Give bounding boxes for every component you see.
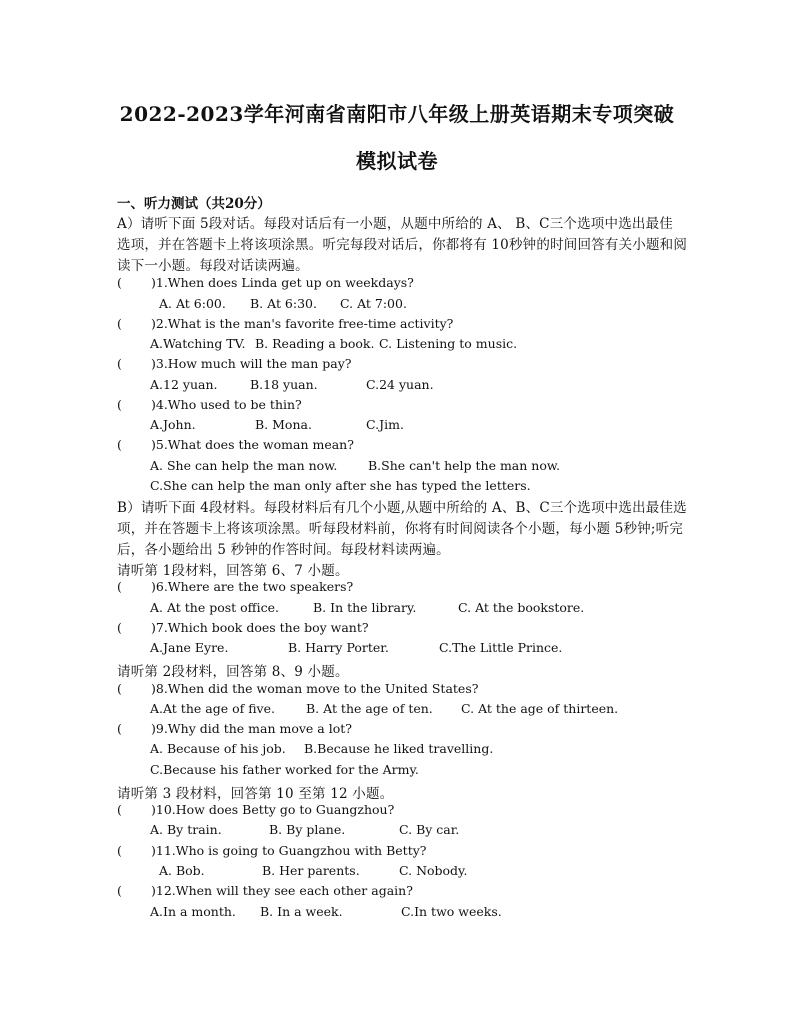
question-row: [117, 579, 353, 594]
option-b: B. Harry Porter.: [288, 640, 389, 655]
option-b: B.18 yuan.: [250, 377, 318, 392]
option-a: A.Watching TV.: [150, 336, 246, 351]
option-b: B. At 6:30.: [250, 296, 317, 311]
option-b: B. In a week.: [260, 904, 343, 919]
option-c: C. At the age of thirteen.: [461, 701, 619, 716]
option-c: C.Jim.: [366, 417, 404, 432]
option-b: B.Because he liked travelling.: [304, 741, 494, 756]
answer-blank[interactable]: (: [117, 843, 122, 858]
option-a: A. Bob.: [159, 863, 205, 878]
question-text: )5.What does the woman mean?: [151, 437, 354, 452]
group-label: 请听第 1段材料，回答第 6、7 小题。: [117, 563, 349, 579]
question-text: )9.Why did the man move a lot?: [151, 721, 352, 736]
answer-blank[interactable]: (: [117, 397, 122, 412]
question-text: )3.How much will the man pay?: [151, 356, 352, 371]
question-row: [117, 397, 302, 412]
question-row: [117, 275, 414, 290]
part-b-intro-line: 后，各小题给出 5 秒钟的作答时间。每段材料读两遍。: [117, 542, 450, 558]
group-label: 请听第 2段材料，回答第 8、9 小题。: [117, 664, 349, 680]
option-c: C.She can help the man only after she has typed the letters.: [150, 478, 531, 493]
option-a: A.12 yuan.: [150, 377, 218, 392]
option-b: B. In the library.: [313, 600, 417, 615]
part-a-intro-line: 读下一小题。每段对话读两遍。: [117, 258, 309, 274]
question-row: [117, 316, 453, 331]
answer-blank[interactable]: (: [117, 275, 122, 290]
option-a: A. Because of his job.: [150, 741, 286, 756]
option-a: A.John.: [150, 417, 196, 432]
part-b-intro-line: B）请听下面 4段材料。每段材料后有几个小题,从题中所给的 A、B、C三个选项中选出最佳选: [117, 500, 687, 516]
option-a: A.In a month.: [150, 904, 236, 919]
part-a-intro-line: A）请听下面 5段对话。每段对话后有一小题，从题中所给的 A、 B、C三个选项中选出最佳: [117, 216, 674, 232]
option-c: C. By car.: [399, 822, 460, 837]
option-c: C. At 7:00.: [340, 296, 407, 311]
question-row: [117, 802, 394, 817]
option-a: A. She can help the man now.: [150, 458, 338, 473]
option-c: C.Because his father worked for the Army.: [150, 762, 419, 777]
option-c: C.The Little Prince.: [439, 640, 563, 655]
option-c: C. Listening to music.: [379, 336, 518, 351]
question-text: )2.What is the man's favorite free-time activity?: [151, 316, 454, 331]
answer-blank[interactable]: (: [117, 802, 122, 817]
group-label: 请听第 3 段材料，回答第 10 至第 12 小题。: [117, 786, 394, 802]
question-text: )4.Who used to be thin?: [151, 397, 302, 412]
option-b: B. Mona.: [255, 417, 312, 432]
exam-title-line2: 模拟试卷: [356, 149, 438, 173]
option-b: B. By plane.: [269, 822, 346, 837]
question-text: )11.Who is going to Guangzhou with Betty?: [151, 843, 427, 858]
question-row: [117, 843, 426, 858]
option-a: A. By train.: [150, 822, 222, 837]
option-a: A.Jane Eyre.: [150, 640, 229, 655]
question-row: [117, 356, 352, 371]
question-row: [117, 883, 413, 898]
option-a: A. At the post office.: [150, 600, 279, 615]
answer-blank[interactable]: (: [117, 316, 122, 331]
exam-title-line1: 2022-2023学年河南省南阳市八年级上册英语期末专项突破: [119, 102, 675, 126]
question-row: [117, 721, 352, 736]
question-text: )10.How does Betty go to Guangzhou?: [151, 802, 395, 817]
option-c: C. At the bookstore.: [458, 600, 585, 615]
question-row: [117, 681, 478, 696]
question-text: )12.When will they see each other again?: [151, 883, 413, 898]
question-text: )8.When did the woman move to the United States?: [151, 681, 479, 696]
option-c: C. Nobody.: [399, 863, 468, 878]
section-heading: 一、听力测试（共20分）: [117, 196, 271, 212]
option-b: B. Reading a book.: [255, 336, 375, 351]
answer-blank[interactable]: (: [117, 620, 122, 635]
option-a: A.At the age of five.: [150, 701, 275, 716]
option-a: A. At 6:00.: [159, 296, 226, 311]
part-a-intro-line: 选项，并在答题卡上将该项涂黑。听完每段对话后，你都将有 10秒钟的时间回答有关小题和阅: [117, 237, 688, 253]
answer-blank[interactable]: (: [117, 721, 122, 736]
option-c: C.24 yuan.: [366, 377, 434, 392]
question-text: )7.Which book does the boy want?: [151, 620, 369, 635]
answer-blank[interactable]: (: [117, 437, 122, 452]
option-b: B. Her parents.: [262, 863, 360, 878]
option-c: C.In two weeks.: [401, 904, 502, 919]
option-b: B.She can't help the man now.: [368, 458, 561, 473]
question-text: )6.Where are the two speakers?: [151, 579, 354, 594]
answer-blank[interactable]: (: [117, 579, 122, 594]
question-row: [117, 437, 354, 452]
answer-blank[interactable]: (: [117, 883, 122, 898]
question-text: )1.When does Linda get up on weekdays?: [151, 275, 414, 290]
part-b-intro-line: 项，并在答题卡上将该项涂黑。听每段材料前，你将有时间阅读各个小题，每小题 5秒钟;听完: [117, 521, 684, 537]
answer-blank[interactable]: (: [117, 681, 122, 696]
answer-blank[interactable]: (: [117, 356, 122, 371]
option-b: B. At the age of ten.: [306, 701, 433, 716]
question-row: [117, 620, 369, 635]
